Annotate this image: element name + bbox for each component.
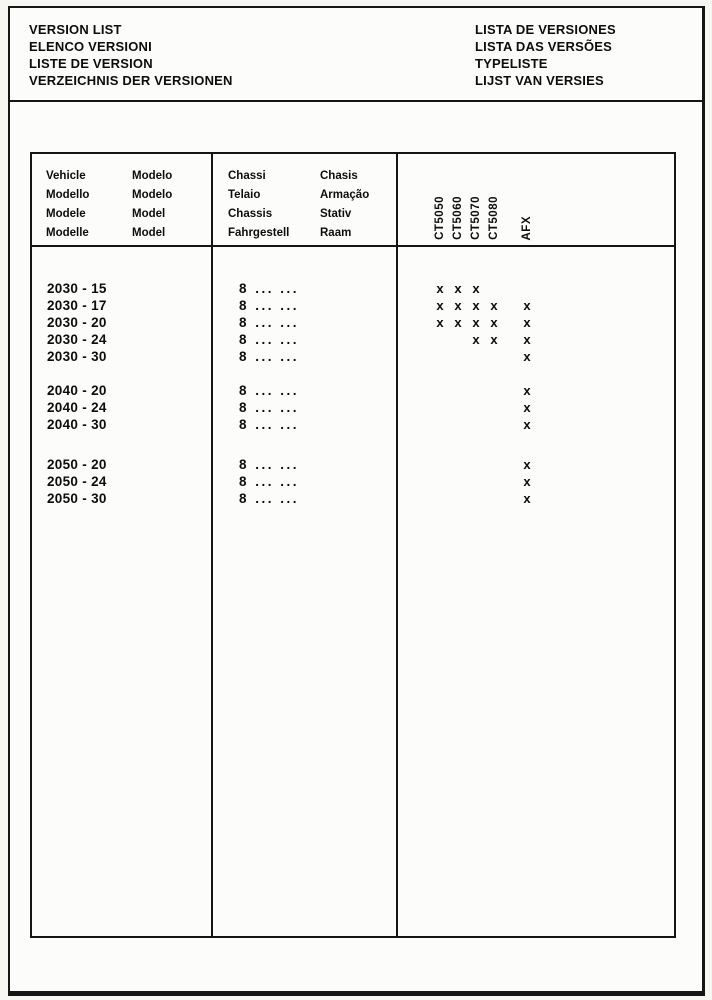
table-row: [32, 314, 674, 331]
header-word: Model: [132, 227, 166, 239]
row-group: [32, 456, 674, 507]
mark-ct5070: [467, 490, 485, 507]
model-cell: 2050 - 24: [47, 474, 107, 489]
model-cell: 2030 - 15: [47, 281, 107, 296]
chassis-cell: 8 ... ...: [239, 400, 300, 415]
chassis-header-labels: [228, 167, 320, 243]
version-header-ct5060: [449, 160, 467, 240]
mark-ct5050: x: [436, 281, 444, 296]
model-cell: 2040 - 20: [47, 383, 107, 398]
model-cell: 2040 - 24: [47, 400, 107, 415]
table-row: [32, 348, 674, 365]
chassis-cell: 8 ... ...: [239, 298, 300, 313]
mark-ct5060: x: [454, 315, 462, 330]
header-divider-rule: [10, 100, 702, 102]
mark-ct5080: [485, 348, 503, 365]
marks-cell: [398, 399, 674, 416]
version-header-afx: [518, 160, 536, 240]
header-word: Raam: [320, 227, 352, 239]
mark-ct5070: [467, 416, 485, 433]
mark-afx: x: [523, 491, 531, 506]
mark-afx: x: [523, 298, 531, 313]
mark-afx: x: [523, 349, 531, 364]
mark-ct5050: [431, 382, 449, 399]
version-header-ct5070: [467, 160, 485, 240]
mark-ct5080: [485, 382, 503, 399]
mark-ct5080: x: [490, 315, 498, 330]
table-row: [32, 331, 674, 348]
title-block-left: [29, 21, 233, 89]
marks-cell: [398, 490, 674, 507]
mark-ct5050: [431, 456, 449, 473]
header-word: Vehicle: [46, 170, 86, 182]
chassis-header-labels: [320, 167, 369, 243]
mark-afx: x: [523, 400, 531, 415]
header-word: Armação: [320, 189, 370, 201]
chassis-cell: 8 ... ...: [239, 332, 300, 347]
mark-afx: x: [523, 474, 531, 489]
marks-cell: [398, 416, 674, 433]
header-word: Model: [132, 208, 166, 220]
mark-afx: [518, 280, 536, 297]
title-line: VERZEICHNIS DER VERSIONEN: [29, 73, 233, 88]
mark-ct5080: x: [490, 298, 498, 313]
version-header-ct5080: [485, 160, 503, 240]
model-cell: 2030 - 17: [47, 298, 107, 313]
version-table: [30, 152, 676, 938]
rotated-label: CT5050: [434, 196, 446, 240]
chassis-column-header: [228, 167, 369, 243]
header-word: Chasis: [320, 170, 358, 182]
mark-ct5070: [467, 382, 485, 399]
table-row: [32, 382, 674, 399]
chassis-cell: 8 ... ...: [239, 349, 300, 364]
model-cell: 2030 - 20: [47, 315, 107, 330]
marks-cell: [398, 331, 674, 348]
mark-ct5060: [449, 416, 467, 433]
model-cell: 2050 - 20: [47, 457, 107, 472]
chassis-cell: 8 ... ...: [239, 315, 300, 330]
mark-ct5060: [449, 348, 467, 365]
mark-ct5060: [449, 382, 467, 399]
table-row: [32, 416, 674, 433]
marks-cell: [398, 456, 674, 473]
mark-ct5050: [431, 399, 449, 416]
header-word: Modele: [46, 208, 86, 220]
mark-ct5070: x: [472, 315, 480, 330]
rotated-label: CT5070: [470, 196, 482, 240]
mark-ct5080: [485, 280, 503, 297]
table-header: [32, 154, 674, 247]
mark-ct5050: [431, 348, 449, 365]
mark-ct5070: [467, 473, 485, 490]
mark-ct5060: [449, 490, 467, 507]
marks-cell: [398, 382, 674, 399]
row-group: [32, 280, 674, 365]
model-cell: 2040 - 30: [47, 417, 107, 432]
rotated-label: CT5060: [452, 196, 464, 240]
marks-cell: [398, 280, 674, 297]
chassis-cell: 8 ... ...: [239, 474, 300, 489]
title-block-right: [475, 21, 616, 89]
vehicle-header-labels: [46, 167, 132, 243]
mark-ct5050: [431, 473, 449, 490]
rotated-label: CT5080: [488, 196, 500, 240]
mark-ct5060: [449, 331, 467, 348]
header-word: Modelle: [46, 227, 89, 239]
mark-ct5080: [485, 473, 503, 490]
header-word: Chassi: [228, 170, 266, 182]
mark-ct5050: [431, 416, 449, 433]
model-cell: 2030 - 30: [47, 349, 107, 364]
version-column-headers: [400, 160, 536, 240]
header-word: Chassis: [228, 208, 273, 220]
title-line: LISTE DE VERSION: [29, 56, 153, 71]
table-row: [32, 490, 674, 507]
mark-ct5070: [467, 348, 485, 365]
header-word: Fahrgestell: [228, 227, 290, 239]
table-row: [32, 399, 674, 416]
marks-cell: [398, 297, 674, 314]
mark-ct5070: x: [472, 298, 480, 313]
marks-cell: [398, 314, 674, 331]
model-cell: 2030 - 24: [47, 332, 107, 347]
title-line: VERSION LIST: [29, 22, 122, 37]
table-body: [32, 247, 674, 507]
header-word: Modello: [46, 189, 90, 201]
mark-afx: x: [523, 417, 531, 432]
title-line: LISTA DAS VERSÕES: [475, 39, 613, 54]
vehicle-header-labels: [132, 167, 172, 243]
version-header-ct5050: [431, 160, 449, 240]
title-line: ELENCO VERSIONI: [29, 39, 152, 54]
mark-ct5060: x: [454, 281, 462, 296]
title-line: LIJST VAN VERSIES: [475, 73, 604, 88]
table-row: [32, 456, 674, 473]
mark-ct5070: [467, 399, 485, 416]
mark-ct5070: [467, 456, 485, 473]
chassis-cell: 8 ... ...: [239, 417, 300, 432]
document-frame: [8, 6, 705, 996]
table-row: [32, 280, 674, 297]
chassis-cell: 8 ... ...: [239, 383, 300, 398]
model-cell: 2050 - 30: [47, 491, 107, 506]
rotated-label: AFX: [521, 215, 533, 240]
mark-ct5080: [485, 416, 503, 433]
mark-afx: x: [523, 457, 531, 472]
table-row: [32, 473, 674, 490]
marks-cell: [398, 473, 674, 490]
marks-cell: [398, 348, 674, 365]
vehicle-column-header: [46, 167, 172, 243]
mark-ct5080: [485, 399, 503, 416]
chassis-cell: 8 ... ...: [239, 491, 300, 506]
chassis-cell: 8 ... ...: [239, 457, 300, 472]
mark-ct5050: [431, 490, 449, 507]
mark-ct5060: [449, 456, 467, 473]
title-line: LISTA DE VERSIONES: [475, 22, 616, 37]
mark-ct5080: [485, 490, 503, 507]
mark-ct5050: x: [436, 315, 444, 330]
table-row: [32, 297, 674, 314]
header-word: Stativ: [320, 208, 352, 220]
title-line: TYPELISTE: [475, 56, 548, 71]
mark-ct5060: x: [454, 298, 462, 313]
mark-ct5070: x: [472, 281, 480, 296]
header-word: Telaio: [228, 189, 261, 201]
mark-ct5050: x: [436, 298, 444, 313]
mark-ct5060: [449, 473, 467, 490]
header-word: Modelo: [132, 189, 173, 201]
mark-afx: x: [523, 315, 531, 330]
mark-afx: x: [523, 332, 531, 347]
mark-ct5050: [431, 331, 449, 348]
row-group: [32, 382, 674, 433]
mark-ct5080: [485, 456, 503, 473]
chassis-cell: 8 ... ...: [239, 281, 300, 296]
header-word: Modelo: [132, 170, 173, 182]
mark-ct5070: x: [472, 332, 480, 347]
mark-ct5060: [449, 399, 467, 416]
mark-ct5080: x: [490, 332, 498, 347]
mark-afx: x: [523, 383, 531, 398]
